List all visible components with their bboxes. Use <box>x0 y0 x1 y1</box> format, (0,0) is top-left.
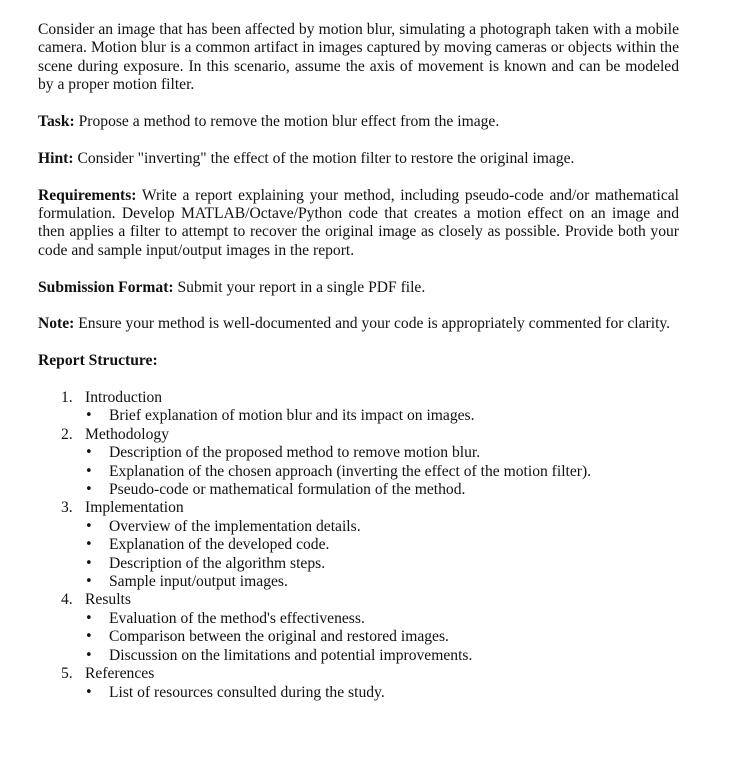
document-page <box>38 21 679 702</box>
hint-paragraph <box>38 150 679 168</box>
section-sublist <box>85 684 679 702</box>
section-title: Introduction <box>85 389 163 407</box>
submission-label: Submission Format: <box>38 278 174 296</box>
report-structure-heading: Report Structure: <box>38 352 158 370</box>
bullet-icon: • <box>85 629 93 645</box>
task-paragraph <box>38 113 679 131</box>
requirements-label: Requirements: <box>38 186 137 204</box>
bullet-icon: • <box>85 647 93 663</box>
list-item: • Overview of the implementation details. <box>85 517 361 535</box>
bullet-icon: • <box>85 408 93 424</box>
report-structure-list <box>38 389 679 702</box>
section-item <box>38 665 679 702</box>
section-sublist <box>85 407 679 425</box>
section-title: Implementation <box>85 499 184 517</box>
bullet-icon: • <box>85 518 93 534</box>
requirements-text: Write a report explaining your method, including pseudo-code and/or mathematical formulation. Develop MATLAB/Octave/Python code that creates a motion effect on an image and then applies a filter to attempt to recover the original image as closely as possible. Provide both your code and sample input/output images in the report. <box>38 186 679 259</box>
requirements-paragraph <box>38 187 679 261</box>
submission-text: Submit your report in a single PDF file. <box>177 278 426 296</box>
section-sublist <box>85 610 679 665</box>
list-item: • Description of the proposed method to remove motion blur. <box>85 444 481 462</box>
intro-paragraph: Consider an image that has been affected by motion blur, simulating a photograph taken with a mobile camera. Motion blur is a common artifact in images captured by moving cameras or objects within the scene during exposure. In this scenario, assume the axis of movement is known and can be modeled by a proper motion filter. <box>38 21 679 94</box>
bullet-icon: • <box>85 574 93 590</box>
bullet-icon: • <box>85 537 93 553</box>
section-item <box>38 499 679 591</box>
bullet-icon: • <box>85 684 93 700</box>
list-item: • Brief explanation of motion blur and its impact on images. <box>85 407 475 425</box>
section-item <box>38 426 679 500</box>
section-number: 4. <box>61 591 73 609</box>
bullet-icon: • <box>85 463 93 479</box>
section-sublist <box>85 444 679 499</box>
hint-label: Hint: <box>38 149 74 167</box>
section-title: References <box>85 665 155 683</box>
list-item: • Description of the algorithm steps. <box>85 554 326 572</box>
list-item: • Evaluation of the method's effectiveness. <box>85 609 365 627</box>
note-label: Note: <box>38 315 75 333</box>
section-title: Methodology <box>85 425 170 443</box>
list-item: • Discussion on the limitations and potential improvements. <box>85 646 473 664</box>
bullet-icon: • <box>85 555 93 571</box>
hint-text: Consider "inverting" the effect of the motion filter to restore the original image. <box>77 149 575 167</box>
bullet-icon: • <box>85 482 93 498</box>
list-item: • Sample input/output images. <box>85 573 288 591</box>
bullet-icon: • <box>85 610 93 626</box>
task-text: Propose a method to remove the motion blur effect from the image. <box>78 113 500 131</box>
list-item: • Comparison between the original and restored images. <box>85 628 449 646</box>
bullet-icon: • <box>85 445 93 461</box>
section-item <box>38 389 679 426</box>
section-item <box>38 591 679 665</box>
list-item: • Explanation of the chosen approach (inverting the effect of the motion filter). <box>85 462 592 480</box>
section-number: 3. <box>61 499 73 517</box>
section-number: 5. <box>61 665 73 683</box>
list-item: • List of resources consulted during the study. <box>85 683 385 701</box>
section-number: 2. <box>61 425 73 443</box>
note-text: Ensure your method is well-documented and your code is appropriately commented for clarity. <box>78 315 671 333</box>
section-sublist <box>85 518 679 592</box>
submission-paragraph <box>38 279 679 297</box>
list-item: • Explanation of the developed code. <box>85 536 330 554</box>
note-paragraph <box>38 315 679 333</box>
list-item: • Pseudo-code or mathematical formulation of the method. <box>85 481 466 499</box>
task-label: Task: <box>38 113 75 131</box>
section-number: 1. <box>61 389 73 407</box>
section-title: Results <box>85 591 131 609</box>
